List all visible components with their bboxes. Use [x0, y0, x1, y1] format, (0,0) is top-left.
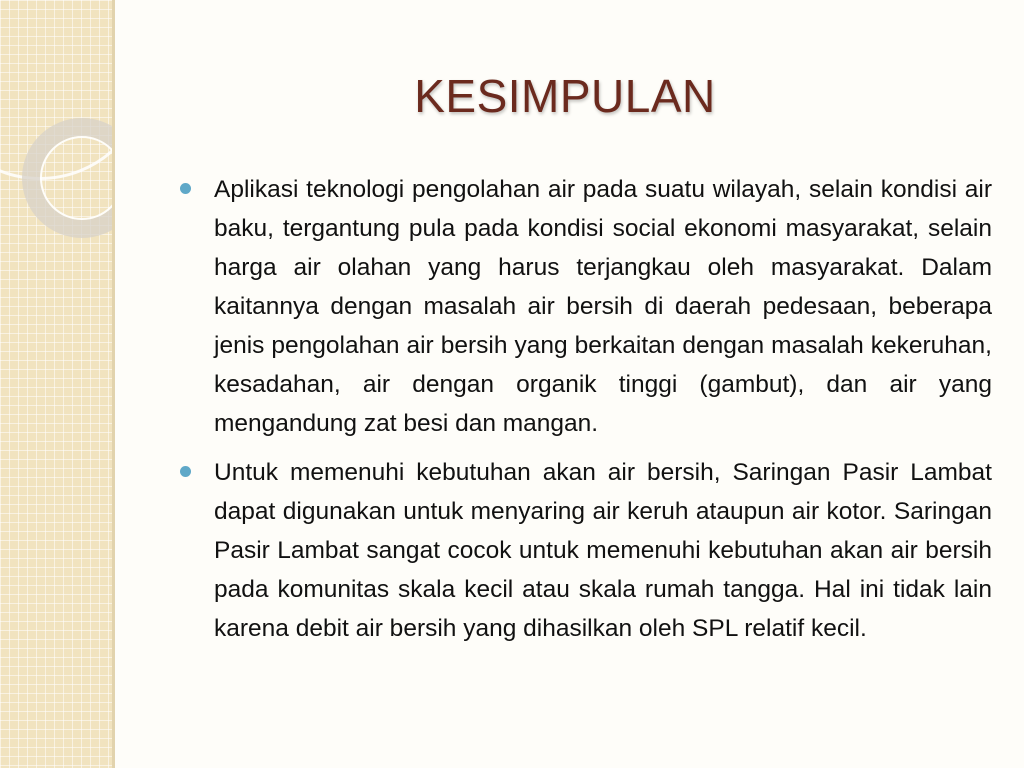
bullet-item [180, 170, 992, 443]
bullet-dot-icon [180, 183, 191, 194]
slide-title: KESIMPULAN [414, 70, 716, 122]
bullet-text: Untuk memenuhi kebutuhan akan air bersih, Saringan Pasir Lambat dapat digunakan untuk menyaring air keruh ataupun air kotor. Saringan Pasir Lambat sangat cocok untuk memenuhi kebutuhan akan air bersih pada komunitas skala kecil atau skala rumah tangga. Hal ini tidak lain karena debit air bersih yang dihasilkan oleh SPL relatif kecil. [214, 459, 992, 642]
decorative-side-panel [0, 0, 112, 768]
bullet-dot-icon [180, 466, 191, 477]
bullet-list [180, 170, 992, 658]
panel-divider [112, 0, 115, 768]
bullet-item [180, 453, 992, 648]
bullet-text: Aplikasi teknologi pengolahan air pada suatu wilayah, selain kondisi air baku, tergantung pula pada kondisi social ekonomi masyarakat, selain harga air olahan yang harus terjangkau oleh masyarakat. Dalam kaitannya dengan masalah air bersih di daerah pedesaan, beberapa jenis pengolahan air bersih yang berkaitan dengan masalah kekeruhan, kesadahan, air dengan organik tinggi (gambut), dan air yang mengandung zat besi dan mangan. [214, 176, 992, 437]
